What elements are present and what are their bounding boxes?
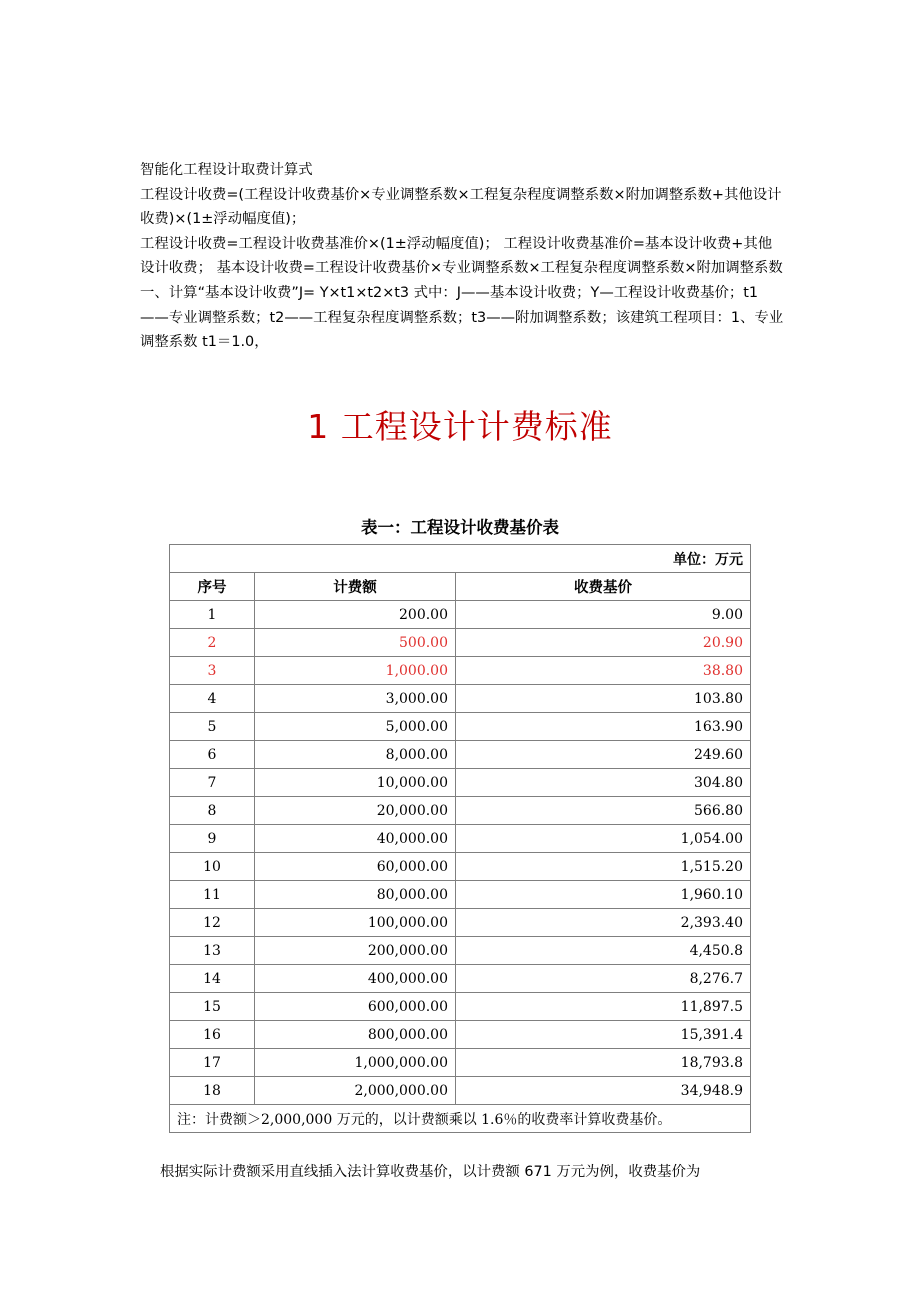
footer-text: 根据实际计费额采用直线插入法计算收费基价，以计费额 671 万元为例，收费基价为 <box>160 1164 701 1180</box>
table-row <box>170 629 751 657</box>
cell-fee: 2,393.40 <box>456 909 751 937</box>
intro-text <box>140 158 785 355</box>
cell-fee: 163.90 <box>456 713 751 741</box>
cell-no: 17 <box>170 1049 255 1077</box>
cell-fee: 20.90 <box>456 629 751 657</box>
cell-amount: 2,000,000.00 <box>255 1077 456 1105</box>
cell-amount: 200.00 <box>255 601 456 629</box>
cell-fee: 1,054.00 <box>456 825 751 853</box>
section-heading: 1 工程设计计费标准 <box>307 407 613 446</box>
cell-amount: 100,000.00 <box>255 909 456 937</box>
cell-amount: 8,000.00 <box>255 741 456 769</box>
header-amount: 计费额 <box>255 573 456 601</box>
header-no: 序号 <box>170 573 255 601</box>
cell-fee: 304.80 <box>456 769 751 797</box>
table-title: 表一：工程设计收费基价表 <box>361 518 559 537</box>
cell-no: 11 <box>170 881 255 909</box>
cell-no: 16 <box>170 1021 255 1049</box>
table-row <box>170 713 751 741</box>
cell-amount: 3,000.00 <box>255 685 456 713</box>
cell-amount: 1,000.00 <box>255 657 456 685</box>
unit-row <box>170 545 751 573</box>
cell-no: 13 <box>170 937 255 965</box>
cell-fee: 566.80 <box>456 797 751 825</box>
table-row <box>170 685 751 713</box>
cell-no: 9 <box>170 825 255 853</box>
cell-no: 1 <box>170 601 255 629</box>
table-row <box>170 769 751 797</box>
header-row <box>170 573 751 601</box>
cell-amount: 500.00 <box>255 629 456 657</box>
cell-fee: 1,515.20 <box>456 853 751 881</box>
cell-no: 5 <box>170 713 255 741</box>
unit-label: 单位：万元 <box>170 545 751 573</box>
cell-fee: 11,897.5 <box>456 993 751 1021</box>
table-row <box>170 657 751 685</box>
table-row <box>170 853 751 881</box>
cell-no: 14 <box>170 965 255 993</box>
cell-amount: 20,000.00 <box>255 797 456 825</box>
cell-fee: 34,948.9 <box>456 1077 751 1105</box>
cell-no: 6 <box>170 741 255 769</box>
intro-formula-1: 工程设计收费=(工程设计收费基价×专业调整系数×工程复杂程度调整系数×附加调整系数+其他设计收费)×(1±浮动幅度值)； <box>140 186 782 228</box>
table-row <box>170 1077 751 1105</box>
table-row <box>170 741 751 769</box>
cell-no: 18 <box>170 1077 255 1105</box>
cell-no: 4 <box>170 685 255 713</box>
cell-amount: 600,000.00 <box>255 993 456 1021</box>
cell-amount: 60,000.00 <box>255 853 456 881</box>
table-row <box>170 797 751 825</box>
cell-no: 3 <box>170 657 255 685</box>
cell-no: 7 <box>170 769 255 797</box>
cell-fee: 1,960.10 <box>456 881 751 909</box>
cell-amount: 10,000.00 <box>255 769 456 797</box>
cell-fee: 38.80 <box>456 657 751 685</box>
cell-fee: 103.80 <box>456 685 751 713</box>
header-fee: 收费基价 <box>456 573 751 601</box>
table-row <box>170 937 751 965</box>
cell-no: 15 <box>170 993 255 1021</box>
cell-amount: 40,000.00 <box>255 825 456 853</box>
table-note: 注：计费额＞2,000,000 万元的，以计费额乘以 1.6％的收费率计算收费基价。 <box>170 1105 751 1133</box>
cell-amount: 200,000.00 <box>255 937 456 965</box>
table-row <box>170 601 751 629</box>
cell-no: 8 <box>170 797 255 825</box>
table-row <box>170 881 751 909</box>
cell-amount: 5,000.00 <box>255 713 456 741</box>
cell-fee: 18,793.8 <box>456 1049 751 1077</box>
intro-formula-3: 一、计算“基本设计收费”J= Y×t1×t2×t3 式中：J——基本设计收费；Y—工程设计收费基价；t1——专业调整系数；t2——工程复杂程度调整系数；t3——附加调整系数；该建筑工程项目：1、专业调整系数 t1＝1.0， <box>140 284 784 351</box>
table-row <box>170 993 751 1021</box>
cell-no: 10 <box>170 853 255 881</box>
cell-no: 12 <box>170 909 255 937</box>
cell-no: 2 <box>170 629 255 657</box>
cell-fee: 4,450.8 <box>456 937 751 965</box>
table-row <box>170 825 751 853</box>
cell-amount: 400,000.00 <box>255 965 456 993</box>
cell-amount: 800,000.00 <box>255 1021 456 1049</box>
cell-amount: 80,000.00 <box>255 881 456 909</box>
cell-fee: 8,276.7 <box>456 965 751 993</box>
table-row <box>170 1049 751 1077</box>
intro-formula-2: 工程设计收费=工程设计收费基准价×(1±浮动幅度值)； 工程设计收费基准价=基本设计收费+其他设计收费； 基本设计收费=工程设计收费基价×专业调整系数×工程复杂程度调整系数×附加调整系数 <box>140 235 783 277</box>
cell-fee: 9.00 <box>456 601 751 629</box>
fee-table <box>169 544 751 1133</box>
intro-title: 智能化工程设计取费计算式 <box>140 162 313 178</box>
cell-fee: 15,391.4 <box>456 1021 751 1049</box>
table-row <box>170 909 751 937</box>
cell-amount: 1,000,000.00 <box>255 1049 456 1077</box>
table-row <box>170 1021 751 1049</box>
note-row <box>170 1105 751 1133</box>
table-row <box>170 965 751 993</box>
cell-fee: 249.60 <box>456 741 751 769</box>
